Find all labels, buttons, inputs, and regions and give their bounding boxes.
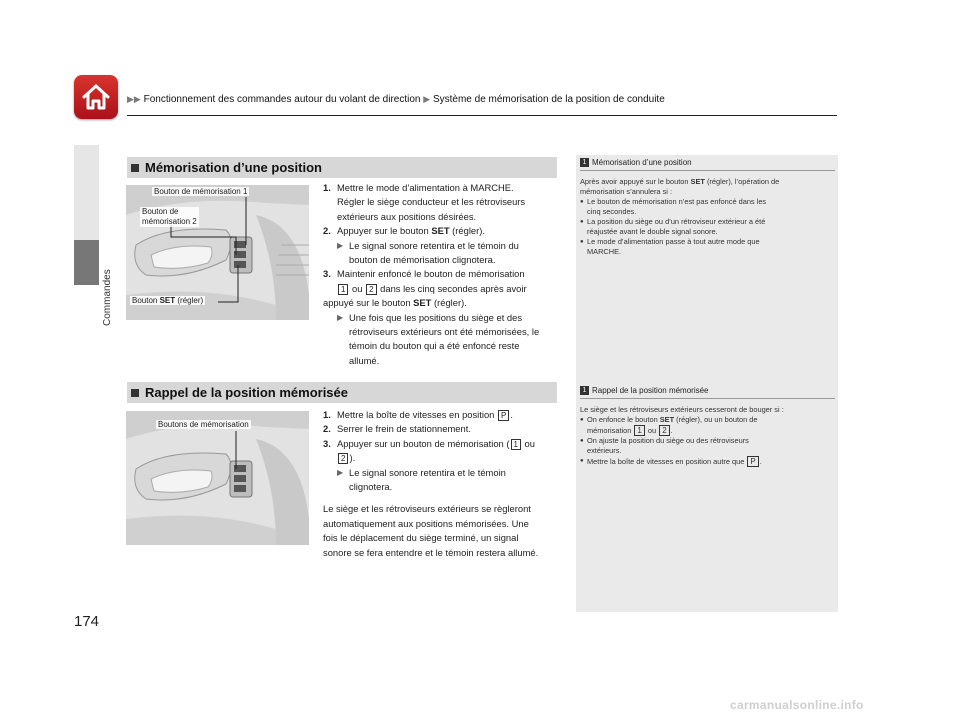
step — [323, 408, 563, 422]
note-text-bold: SET — [659, 415, 675, 424]
spacer — [323, 494, 563, 502]
breadcrumb-item-2[interactable]: Système de mémorisation de la position de conduite — [432, 94, 665, 105]
callout-memory-button-1: Bouton de mémorisation 1 — [154, 187, 248, 196]
callout-memory-button-2 — [140, 207, 199, 227]
note-bullet — [580, 436, 835, 456]
note-marker-icon: 1 — [580, 158, 589, 167]
result-text: témoin du bouton qui a été enfoncé reste — [349, 340, 520, 352]
note-title-text: Mémorisation d’une position — [592, 158, 692, 167]
step-text: ou — [521, 437, 535, 449]
arrow-right-icon: ▶ — [337, 240, 344, 250]
step-text: . — [510, 409, 513, 420]
note-text: réajustée avant le double signal sonore. — [587, 227, 718, 236]
step — [323, 437, 563, 451]
note-text: mémorisation s’annulera si : — [580, 187, 673, 196]
note-text: extérieurs. — [587, 446, 622, 455]
callout-text: (régler) — [175, 296, 204, 305]
note-title — [580, 386, 835, 395]
note-text: cinq secondes. — [587, 207, 637, 216]
note-text: . — [759, 457, 762, 466]
note-title-text: Rappel de la position mémorisée — [592, 386, 709, 395]
note-text: ● La position du siège ou d’un rétroviseur extérieur a été — [587, 217, 766, 226]
square-bullet-icon — [131, 164, 139, 172]
note-text: ● Le bouton de mémorisation n’est pas enfoncé dans les — [587, 197, 767, 206]
key-p-icon: P — [498, 410, 509, 421]
note-text: Mettre la boîte de vitesses en position autre que — [587, 457, 747, 466]
key-2-icon: 2 — [659, 425, 669, 436]
note-text: MARCHE. — [587, 247, 622, 256]
note-text-bold: SET — [690, 177, 705, 186]
note-text: Le siège et les rétroviseurs extérieurs cesseront de bouger si : — [580, 405, 784, 414]
door-panel-drawing — [126, 411, 309, 545]
step-text: dans les cinq secondes après avoir — [377, 282, 527, 294]
sidebar-tab[interactable] — [74, 240, 99, 285]
step-result — [323, 239, 563, 253]
step-number: 3. — [323, 268, 331, 280]
arrow-right-icon: ▶ — [337, 467, 344, 477]
result-text: Une fois que les positions du siège et des — [349, 311, 523, 323]
step-number: 2. — [323, 225, 331, 237]
step-text-line — [323, 451, 563, 465]
result-text: rétroviseurs extérieurs ont été mémorisées, le — [349, 326, 540, 338]
step-text: extérieurs aux positions désirées. — [337, 210, 477, 222]
paragraph-line: sonore se fera entendre et le témoin restera allumé. — [323, 546, 539, 558]
key-1-icon: 1 — [338, 284, 348, 295]
result-text: Le signal sonore retentira et le témoin — [349, 466, 506, 478]
chevron-right-icon: ▶ — [423, 94, 431, 104]
step-text: Mettre le mode d’alimentation à MARCHE. — [337, 182, 514, 193]
note-text: ● On ajuste la position du siège ou des rétroviseurs — [587, 436, 749, 445]
arrow-right-icon: ▶ — [337, 312, 344, 322]
sidebar-strip — [74, 145, 99, 240]
section-title: Mémorisation d’une position — [145, 160, 322, 175]
callout-text-bold: SET — [159, 296, 176, 305]
step-text: Régler le siège conducteur et les rétroviseurs — [337, 196, 526, 208]
note-divider — [580, 170, 835, 171]
step-text: appuyé sur le bouton — [323, 297, 414, 309]
note-text: mémorisation — [587, 426, 634, 435]
callout-line: Bouton de — [142, 207, 179, 216]
step-number: 3. — [323, 437, 331, 449]
note-bullet — [580, 456, 835, 467]
note-line — [580, 177, 835, 187]
step-result — [323, 311, 563, 325]
note-memorization — [580, 158, 835, 257]
home-icon — [74, 75, 118, 119]
note-line — [587, 425, 835, 436]
step-number: 2. — [323, 423, 331, 435]
step-text: Mettre la boîte de vitesses en position — [337, 409, 497, 420]
result-text: allumé. — [349, 354, 380, 366]
note-text: (régler), ou un bouton de — [674, 415, 758, 424]
page-number: 174 — [74, 613, 100, 630]
header-divider — [127, 115, 837, 116]
sidebar-label: Commandes — [102, 269, 113, 326]
key-2-icon: 2 — [366, 284, 376, 295]
step-text: Appuyer sur un bouton de mémorisation ( — [337, 437, 510, 449]
step-text: Appuyer sur le bouton — [337, 225, 432, 237]
step-text: Maintenir enfoncé le bouton de mémorisation — [337, 268, 525, 280]
note-text: . — [670, 426, 673, 435]
key-2-icon: 2 — [338, 453, 348, 464]
note-recall — [580, 386, 835, 467]
step-text: ou — [349, 282, 366, 294]
note-text: Après avoir appuyé sur le bouton — [580, 177, 691, 186]
step-text-line — [323, 282, 563, 296]
step — [323, 224, 563, 238]
note-text: (régler), l’opération de — [704, 177, 780, 186]
chevron-right-icon: ▶▶ — [127, 94, 141, 104]
step-text: (régler). — [449, 225, 485, 237]
result-text: clignotera. — [349, 481, 393, 493]
note-bullet — [580, 415, 835, 436]
note-body — [580, 405, 835, 467]
note-bullet — [580, 217, 835, 237]
paragraph-line: automatiquement aux positions mémorisées. Une — [323, 517, 529, 529]
note-text: On enfonce le bouton — [587, 415, 660, 424]
note-body — [580, 177, 835, 257]
watermark: carmanualsonline.info — [730, 698, 864, 712]
result-text: bouton de mémorisation clignotera. — [349, 254, 496, 266]
step-text-bold: SET — [431, 225, 450, 237]
callout-text: Bouton — [132, 296, 160, 305]
door-panel-illustration — [126, 185, 309, 320]
key-p-icon: P — [747, 456, 758, 467]
note-bullet — [580, 237, 835, 257]
step — [323, 422, 563, 436]
note-divider — [580, 398, 835, 399]
callout-memory-buttons: Boutons de mémorisation — [158, 420, 249, 429]
step-number: 1. — [323, 182, 331, 193]
procedure-steps — [323, 408, 563, 560]
breadcrumb — [127, 94, 665, 105]
note-text: ou — [645, 426, 659, 435]
step-text: Serrer le frein de stationnement. — [337, 423, 471, 435]
section-title: Rappel de la position mémorisée — [145, 385, 348, 400]
note-text: ● Le mode d’alimentation passe à tout autre mode que — [587, 237, 760, 246]
note-bullet — [580, 197, 835, 217]
key-1-icon: 1 — [511, 439, 521, 450]
callout-set-button — [130, 296, 205, 305]
callout-line: mémorisation 2 — [142, 217, 197, 226]
section-heading — [127, 157, 557, 178]
paragraph-line: Le siège et les rétroviseurs extérieurs se règleront — [323, 503, 531, 515]
key-1-icon: 1 — [634, 425, 644, 436]
step — [323, 181, 563, 195]
step-text: ). — [349, 452, 356, 464]
square-bullet-icon — [131, 389, 139, 397]
result-text: Le signal sonore retentira et le témoin du — [349, 239, 519, 251]
note-marker-icon: 1 — [580, 386, 589, 395]
step-text-bold: SET — [413, 297, 432, 309]
note-title — [580, 158, 835, 167]
paragraph-line: fois le déplacement du siège terminé, un signal — [323, 532, 519, 544]
step-text: (régler). — [431, 297, 467, 309]
procedure-steps — [323, 181, 563, 368]
step-number: 1. — [323, 409, 331, 420]
section-heading — [127, 382, 557, 403]
breadcrumb-item-1[interactable]: Fonctionnement des commandes autour du volant de direction — [143, 94, 421, 105]
note-line — [587, 415, 835, 425]
step-result — [323, 466, 563, 480]
step — [323, 267, 563, 281]
door-panel-illustration — [126, 411, 309, 545]
step-text-line — [323, 296, 563, 310]
home-button[interactable] — [74, 75, 118, 119]
